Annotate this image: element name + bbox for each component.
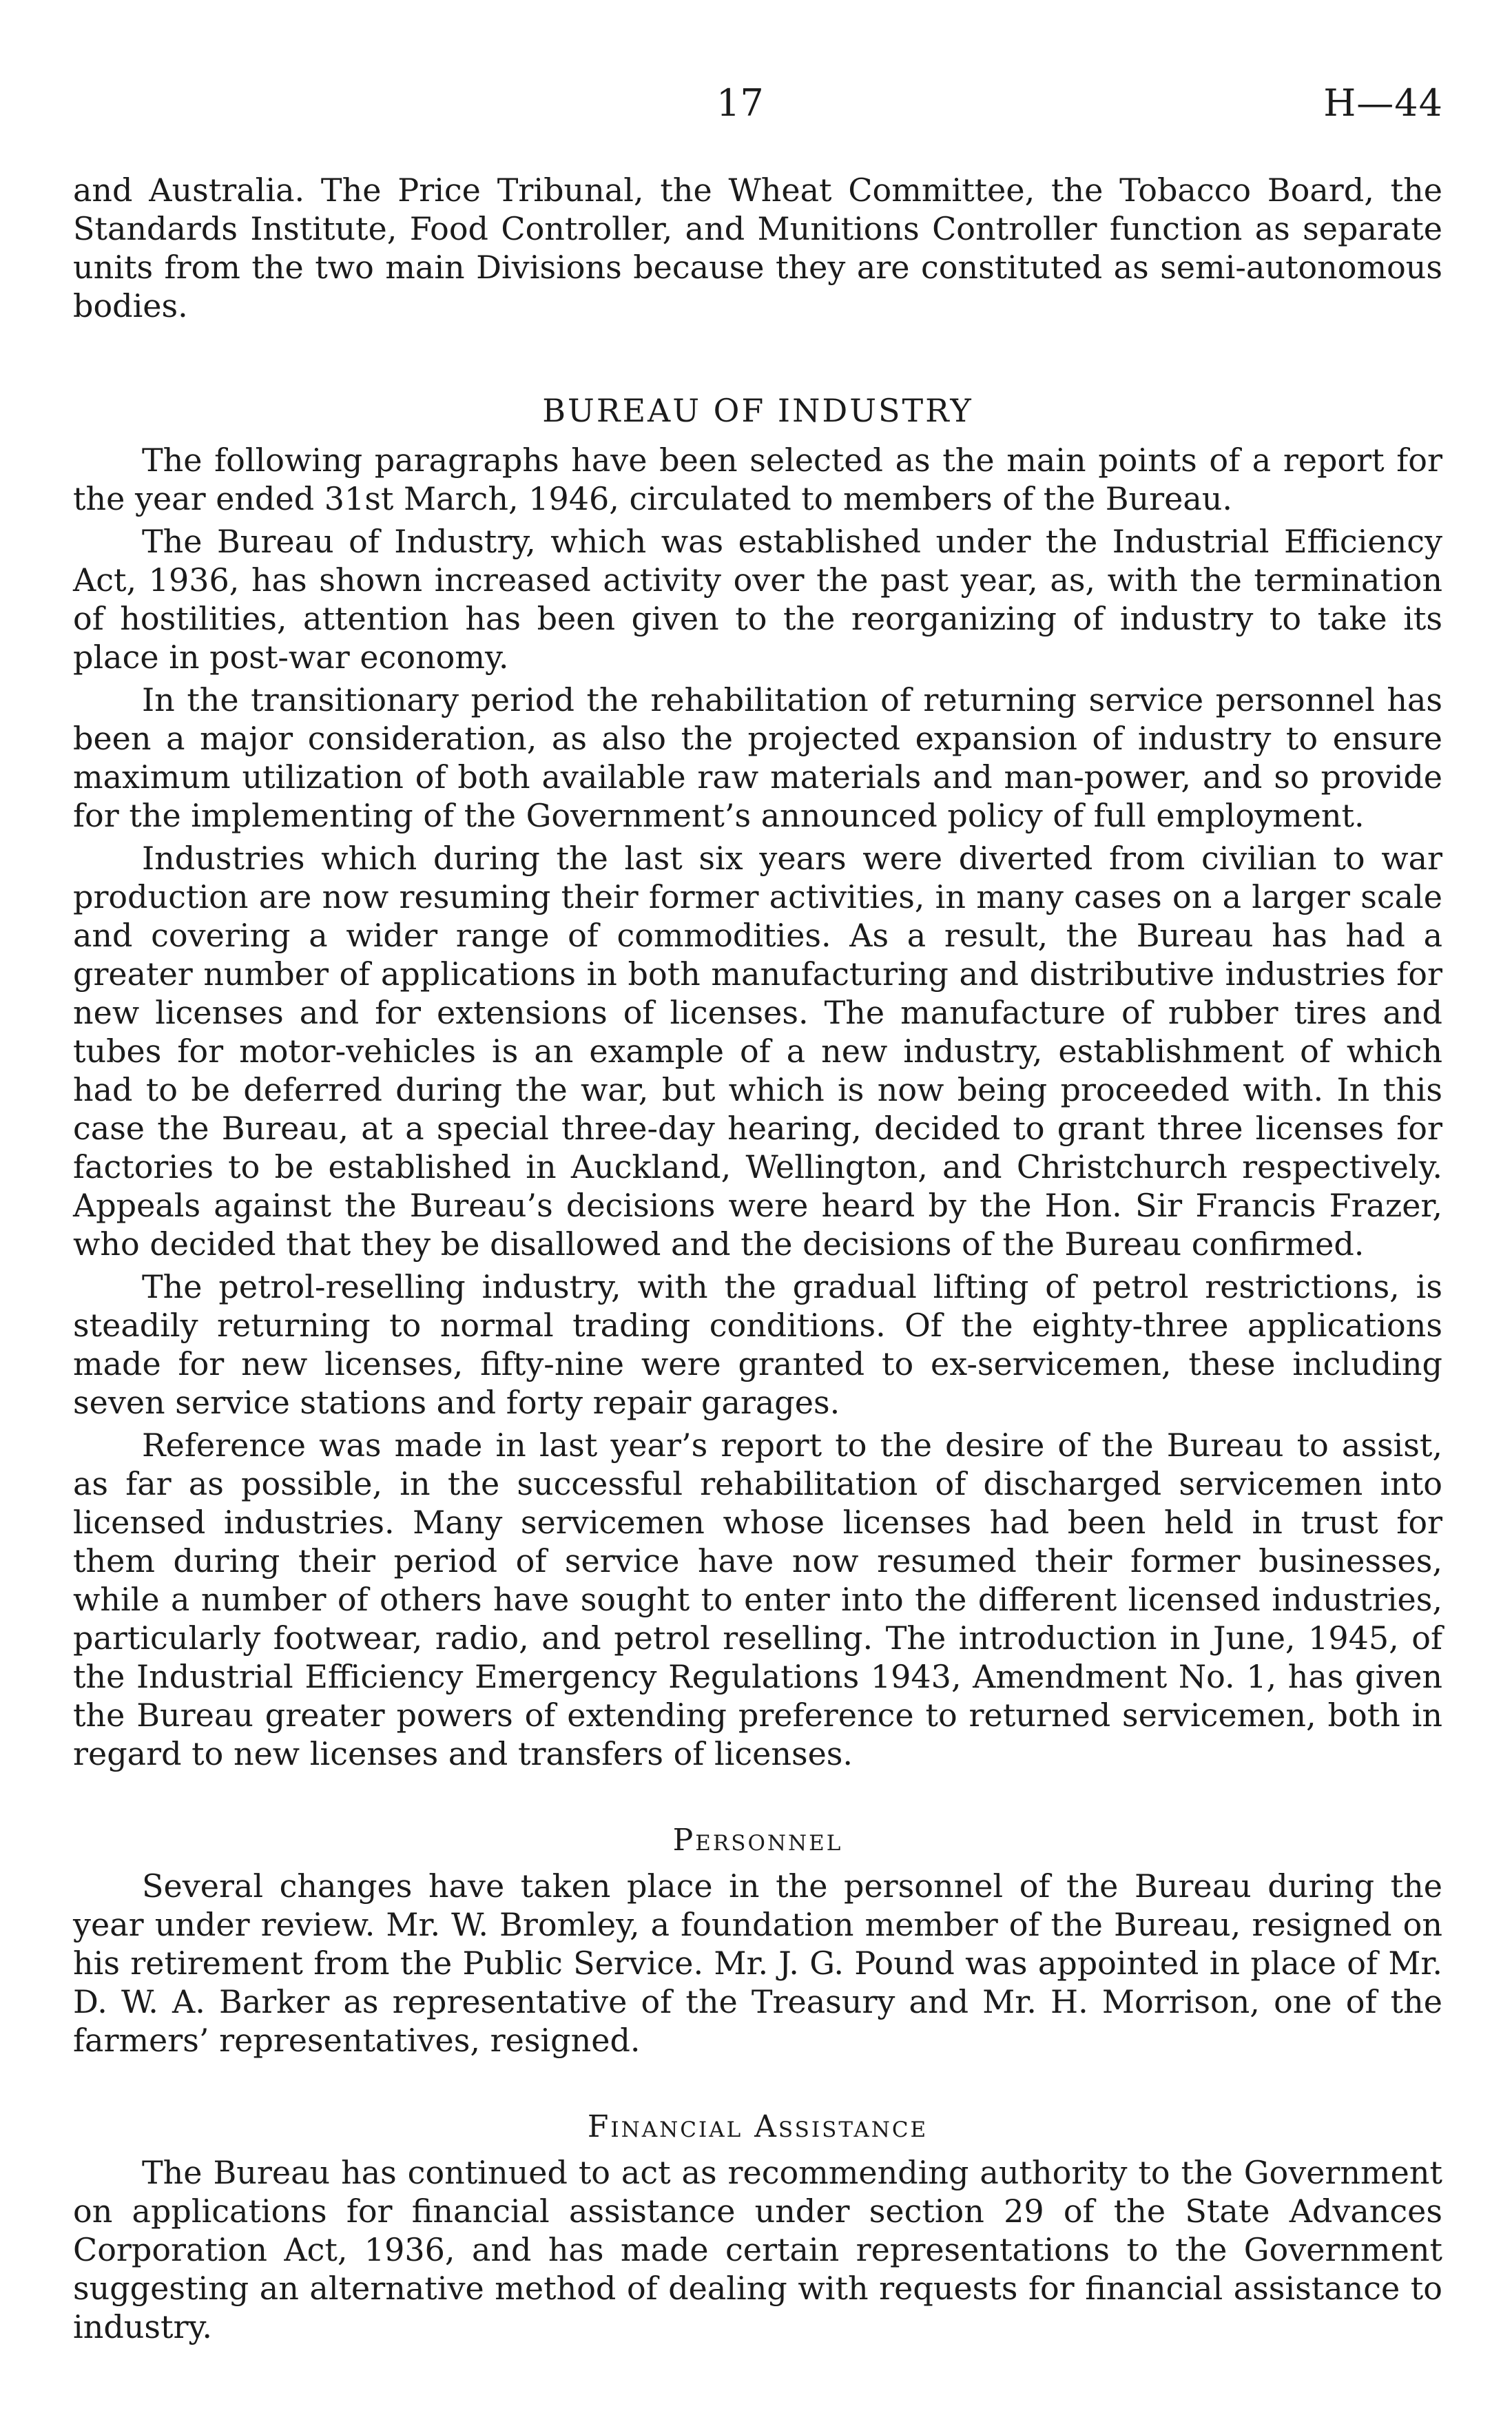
personnel-paragraph: Several changes have taken place in the personnel of the Bureau during the year under review. Mr. W. Bromley, a foundation member of the Bureau, resigned on his retirement from the Public Service. Mr. J. G. Pound was appointed in place of Mr. D. W. A. Barker as representative of the Treasury and Mr. H. Morrison, one of the farmers’ representatives, resigned. [73, 1867, 1442, 2059]
page-header [0, 81, 1512, 136]
financial-assistance-paragraph: The Bureau has continued to act as recommending authority to the Government on applications for financial assistance under section 29 of the State Advances Corporation Act, 1936, and has made certain representations to the Government suggesting an alternative method of dealing with requests for financial assistance to industry. [73, 2154, 1442, 2345]
section-title-financial-assistance: Financial Assistance [587, 2109, 929, 2144]
bureau-paragraph: The following paragraphs have been selected as the main points of a report for the year ended 31st March, 1946, circulated to members of the Bureau. [73, 442, 1442, 517]
document-series-code: H—44 [1323, 81, 1443, 125]
bureau-paragraph: Industries which during the last six years were diverted from civilian to war production are now resuming their former activities, in many cases on a larger scale and covering a wider range of commodities. As a result, the Bureau has had a greater number of applications in both manufacturing and distributive industries for new licenses and for extensions of licenses. The manufacture of rubber tires and tubes for motor-vehicles is an example of a new industry, establishment of which had to be deferred during the war, but which is now being proceeded with. In this case the Bureau, at a special three-day hearing, decided to grant three licenses for factories to be established in Auckland, Wellington, and Christchurch respectively. Appeals against the Bureau’s decisions were heard by the Hon. Sir Francis Frazer, who decided that they be disallowed and the decisions of the Bureau confirmed. [73, 840, 1442, 1263]
section-title-personnel: Personnel [672, 1823, 843, 1858]
bureau-paragraph: In the transitionary period the rehabilitation of returning service personnel has been a major consideration, as also the projected expansion of industry to ensure maximum utilization of both available raw materials and man-power, and so provide for the implementing of the Government’s announced policy of full employment. [73, 681, 1442, 834]
bureau-paragraph: Reference was made in last year’s report to the desire of the Bureau to assist, as far as possible, in the successful rehabilitation of discharged servicemen into licensed industries. Many servicemen whose licenses had been held in trust for them during their period of service have now resumed their former businesses, while a number of others have sought to enter into the different licensed industries, particularly footwear, radio, and petrol reselling. The introduction in June, 1945, of the Industrial Efficiency Emergency Regulations 1943, Amendment No. 1, has given the Bureau greater powers of extending preference to returned servicemen, both in regard to new licenses and transfers of licenses. [73, 1427, 1442, 1772]
bureau-paragraph: The petrol-reselling industry, with the gradual lifting of petrol restrictions, is steadily returning to normal trading conditions. Of the eighty-three applications made for new licenses, fifty-nine were granted to ex-servicemen, these including seven service stations and forty repair garages. [73, 1268, 1442, 1421]
bureau-paragraph: The Bureau of Industry, which was established under the Industrial Efficiency Act, 1936, has shown increased activity over the past year, as, with the termination of hostilities, attention has been given to the reorganizing of industry to take its place in post-war economy. [73, 523, 1442, 676]
page-number: 17 [716, 81, 764, 125]
page-body [73, 171, 1442, 2346]
intro-paragraph: and Australia. The Price Tribunal, the Wheat Committee, the Tobacco Board, the Standards Institute, Food Controller, and Munitions Controller function as separate units from the two main Divisions because they are constituted as semi-autonomous bodies. [73, 172, 1442, 324]
section-title-bureau: BUREAU OF INDUSTRY [542, 392, 973, 429]
